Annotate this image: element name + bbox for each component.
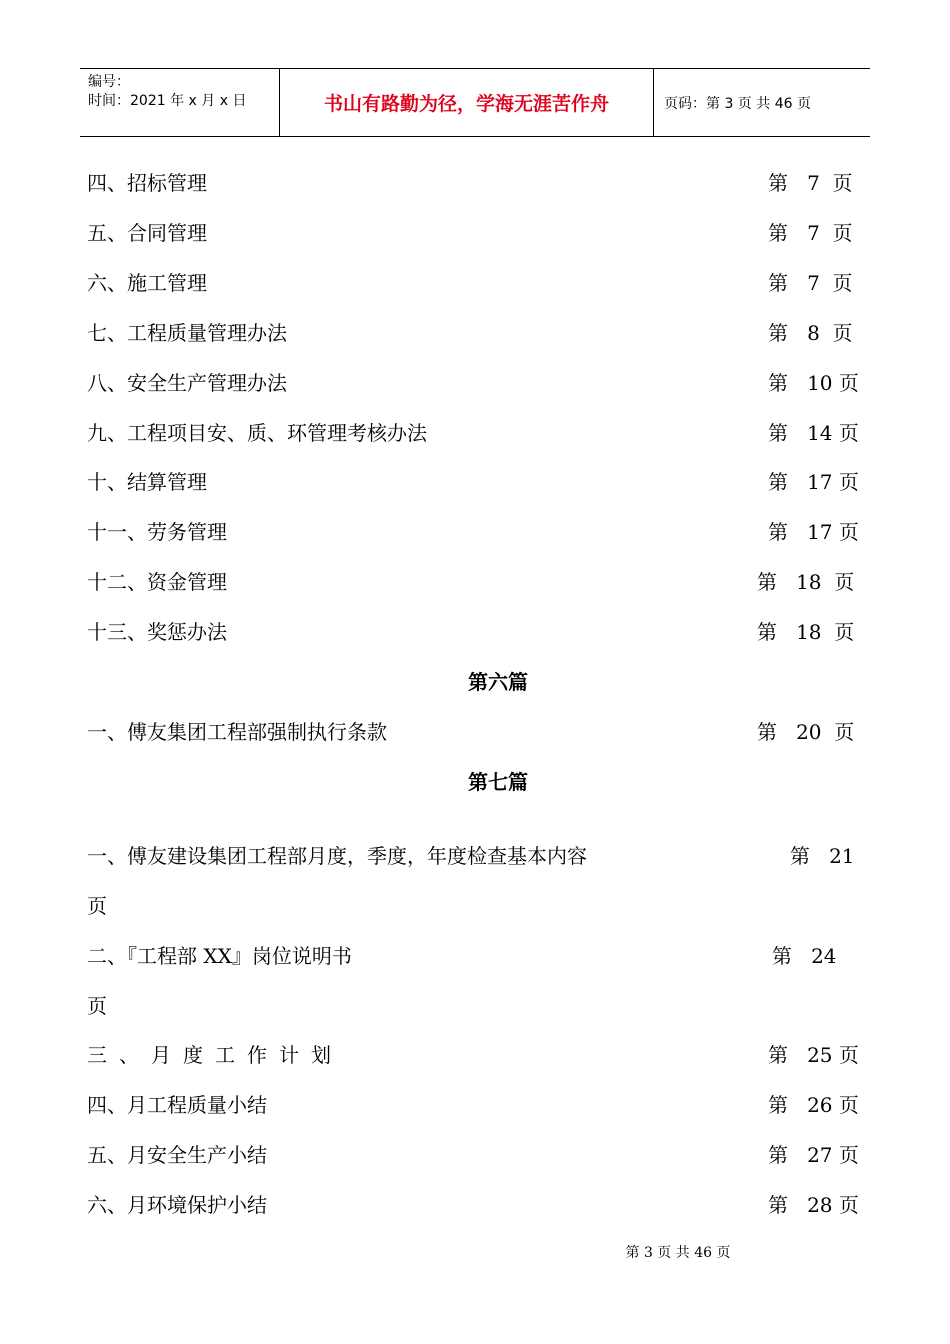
time-label: 时间：2021 年 x 月 x 日 (88, 93, 247, 109)
toc-entry-title: 六、月环境保护小结 (87, 1193, 267, 1217)
page-header (80, 68, 870, 137)
toc-entry-title: 一、傅友建设集团工程部月度，季度，年度检查基本内容 (87, 844, 587, 868)
toc-entry-page: 第 8 页 (768, 321, 853, 345)
toc-entry-title: 五、合同管理 (87, 221, 207, 245)
toc-entry-page: 第 26 页 (768, 1093, 859, 1117)
toc-entry-title: 二、『工程部 XX』岗位说明书 (87, 944, 352, 968)
toc-entry-page: 第 27 页 (768, 1143, 859, 1167)
toc-entry-title: 六、施工管理 (87, 271, 207, 295)
number-label: 编号： (88, 74, 130, 90)
toc-entry-title: 七、工程质量管理办法 (87, 321, 287, 345)
toc-entry-page: 第 28 页 (768, 1193, 859, 1217)
toc-entry-title: 一、傅友集团工程部强制执行条款 (87, 720, 387, 744)
toc-entry-title: 四、招标管理 (87, 171, 207, 195)
toc-entry-title: 九、工程项目安、质、环管理考核办法 (87, 421, 427, 445)
toc-entry-page: 第 25 页 (768, 1043, 859, 1067)
page-footer: 第 3 页 共 46 页 (625, 1245, 731, 1261)
toc-entry-page: 第 10 页 (768, 371, 859, 395)
toc-entry-title: 十三、奖惩办法 (87, 620, 227, 644)
toc-entry-page: 第 7 页 (768, 221, 853, 245)
toc-entry-title: 五、月安全生产小结 (87, 1143, 267, 1167)
toc-entry-page: 第 18 页 (757, 620, 855, 644)
toc-entry-page: 第 7 页 (768, 271, 853, 295)
toc-entry-title: 八、安全生产管理办法 (87, 371, 287, 395)
toc-entry-page: 第 17 页 (768, 520, 859, 544)
toc-entry-page: 第 20 页 (757, 720, 855, 744)
toc-entry-page: 第 17 页 (768, 470, 859, 494)
section-title: 第七篇 (468, 770, 528, 794)
toc-entry-title: 四、月工程质量小结 (87, 1093, 267, 1117)
header-motto: 书山有路勤为径，学海无涯苦作舟 (280, 69, 654, 136)
header-page-info: 页码：第 3 页 共 46 页 (664, 95, 811, 112)
toc-entry-page: 第 24 (772, 944, 837, 968)
toc-entry-page-wrap: 页 (87, 994, 107, 1018)
toc-entry-page: 第 14 页 (768, 421, 859, 445)
section-title: 第六篇 (468, 670, 528, 694)
header-meta (80, 69, 280, 136)
toc-entry-title: 十、结算管理 (87, 470, 207, 494)
toc-entry-page: 第 18 页 (757, 570, 855, 594)
toc-entry-title: 三、月度工作计划 (87, 1043, 343, 1067)
toc-entry-page: 第 7 页 (768, 171, 853, 195)
toc-entry-title: 十二、资金管理 (87, 570, 227, 594)
toc-entry-page-wrap: 页 (87, 894, 107, 918)
toc-entry-page: 第 21 (790, 844, 855, 868)
toc-entry-title: 十一、劳务管理 (87, 520, 227, 544)
